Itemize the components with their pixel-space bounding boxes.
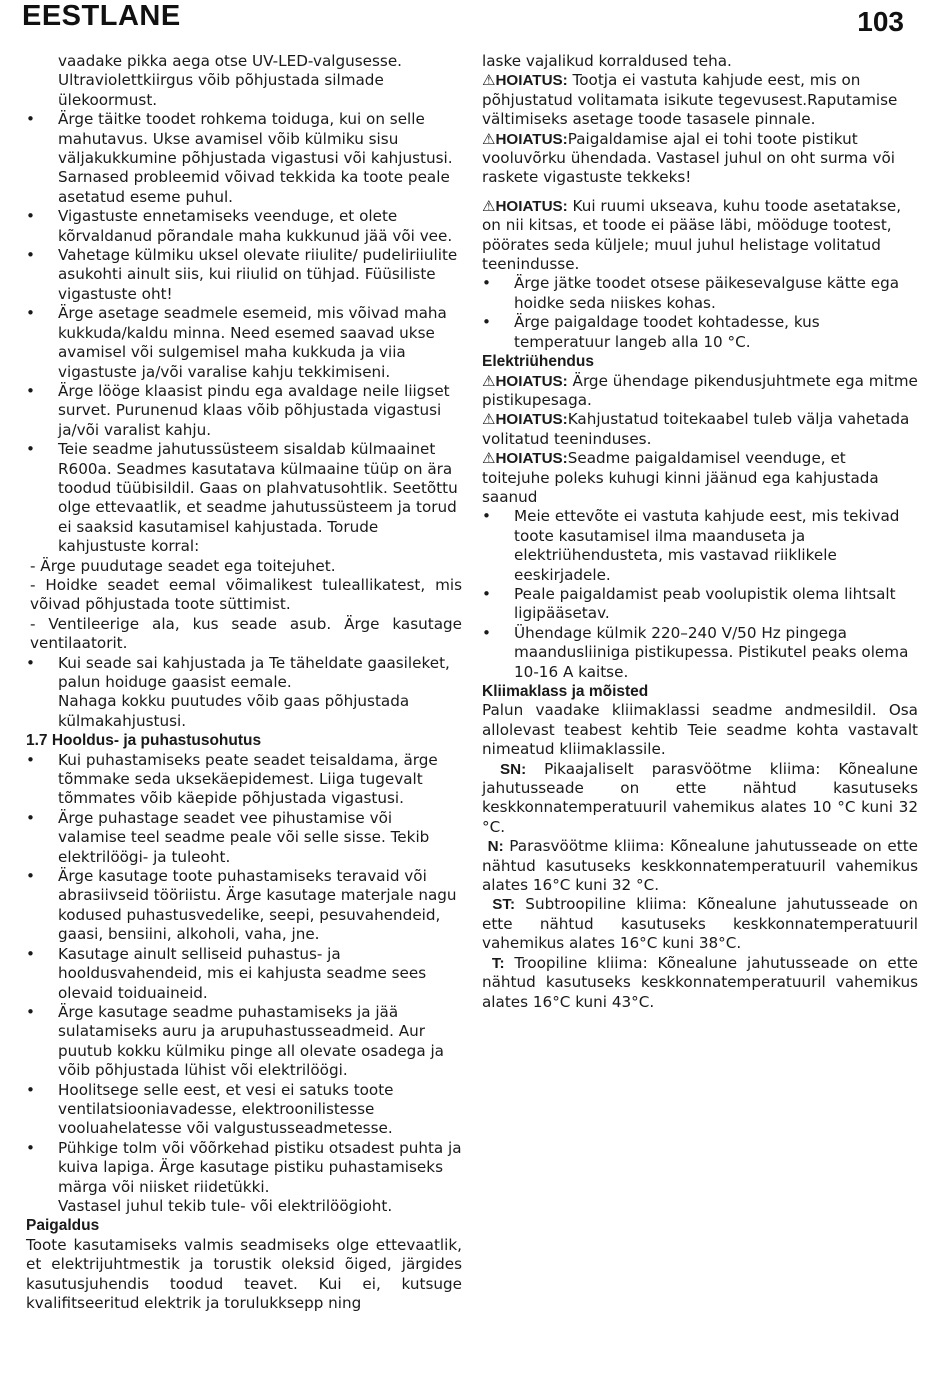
list-item [26, 246, 462, 304]
warning-label: HOIATUS: [495, 72, 568, 90]
right-column [482, 52, 918, 1012]
list-item [482, 624, 918, 682]
bullet-icon: • [26, 1002, 35, 1021]
bullet-icon: • [482, 507, 491, 526]
warning-paragraph [482, 130, 918, 188]
bullet-icon: • [26, 750, 35, 769]
bullet-icon: • [26, 1080, 35, 1099]
electrical-heading: Elektriühendus [482, 353, 594, 371]
list-item [26, 1003, 462, 1081]
dash-item: - Ventileerige ala, kus seade asub. Ärge kasutage ventilaatorit. [30, 614, 462, 653]
list-item-text: Meie ettevõte ei vastuta kahjude eest, mis tekivad toote kasutamisel ilma maanduseta ja elektriühendusteta, mis vastavad riiklikele eeskirjadele. [514, 507, 900, 584]
climate-code: SN: [499, 760, 527, 778]
climate-code: ST: [492, 896, 516, 914]
bullet-icon: • [26, 944, 35, 963]
list-item [26, 304, 462, 382]
climate-class [482, 837, 918, 895]
bullet-icon: • [26, 381, 35, 400]
climate-text: Troopiline kliima: Kõnealune jahutusseade on ette nähtud kasutuseks keskkonnatemperatuuril vahemikus alates 16°C kuni 43°C. [482, 953, 918, 1011]
list-item-text: Vahetage külmiku uksel olevate riiulite/ pudeliriiulite asukohti ainult siis, kui riiulid on tühjad. Füüsiliste vigastuste oht! [58, 246, 458, 303]
warning-text: Paigaldamise ajal ei tohi toote pistikut vooluvõrku ühendada. Vastasel juhul on oht surma või raskete vigastuste tekkeks! [482, 129, 896, 187]
list-item [26, 945, 462, 1003]
bullet-icon: • [26, 246, 35, 265]
warning-triangle-icon: ⚠ [482, 371, 496, 390]
list-item [482, 507, 918, 585]
warning-triangle-icon: ⚠ [482, 410, 496, 429]
warning-paragraph [482, 372, 918, 411]
list-item-text: Ärge asetage seadmele esemeid, mis võivad maha kukkuda/kaldu minna. Need esemed saavad ukse avamisel või sulgemisel maha kukkuda ja viia vigastuste ja/või varalise kahju tekkimiseni. [58, 304, 447, 381]
language-header: EESTLANE [22, 0, 181, 32]
bullet-icon: • [482, 313, 491, 332]
warning-paragraph [482, 449, 918, 507]
list-item [26, 1081, 462, 1139]
bullet-icon: • [482, 274, 491, 293]
warning-text: Kui ruumi ukseava, kuhu toode asetatakse, on nii kitsas, et toode ei pääse läbi, mööduge tootest, pöörates seda küljele; muul juhul helistage volitatud teenindusse. [482, 196, 902, 274]
warning-triangle-icon: ⚠ [482, 196, 496, 215]
list-item-text: Ärge täitke toodet rohkema toiduga, kui on selle mahutavus. Ukse avamisel võib külmiku sisu väljakukkumine põhjustada vigastusi või kahjustusi. Sarnased probleemid võivad tekkida ka toote peale asetatud eseme puhul. [58, 110, 453, 206]
list-item-text: Ühendage külmik 220–240 V/50 Hz pingega maandusliiniga pistikupessa. Pistikutel peaks olema 10-16 A kaitse. [514, 623, 909, 681]
list-item [26, 867, 462, 945]
climate-code: T: [491, 954, 505, 972]
list-item [26, 751, 462, 809]
list-item-text: Hoolitsege selle eest, et vesi ei satuks toote ventilatsiooniavadesse, elektroonilistesse vooluahelatesse või valgustusseadmetesse. [58, 1080, 394, 1138]
installation-text: Toote kasutamiseks valmis seadmiseks olge ettevaatlik, et elektrijuhtmestik ja torustik oleksid õiged, järgides kasutusjuhendis toodud teavet. Kui ei, kutsuge kvalifitseeritud elektrik ja torulukksepp ning [26, 1235, 462, 1312]
list-item [26, 110, 462, 207]
bullet-icon: • [26, 304, 35, 323]
climate-class [482, 895, 918, 953]
list-item-text: Peale paigaldamist peab voolupistik olema lihtsalt ligipääsetav. [514, 584, 896, 623]
warning-triangle-icon: ⚠ [482, 71, 496, 90]
dash-item: - Ärge puudutage seadet ega toitejuhet. [30, 556, 336, 575]
list-item [26, 382, 462, 440]
list-item-text: Kui seade sai kahjustada ja Te täheldate gaasileket, palun hoiduge gaasist eemale. [58, 653, 450, 691]
list-item-text: Ärge jätke toodet otsese päikesevalguse kätte ega hoidke seda niiskes kohas. [514, 274, 900, 312]
list-item-text: Kui puhastamiseks peate seadet teisaldama, ärge tõmmake seda uksekäepidemest. Liiga tugevalt tõmmates võib käepide põhjustada vigastusi. [58, 750, 438, 808]
climate-intro: Palun vaadake kliimaklassi seadme andmesildil. Osa allolevast teabest kehtib Teie seadme kohta vastavalt nimeatud kliimaklassile. [482, 701, 918, 759]
bullet-icon: • [26, 110, 35, 129]
list-item-text: Ärge kasutage toote puhastamiseks teravaid või abrasiivseid tööriistu. Ärge kasutage materjale nagu kodused puhastusvedelike, seepi, pesuvahendeid, gaasi, bensiini, alkoholi, vaha, jne. [58, 867, 457, 944]
left-column [26, 52, 462, 1313]
warning-text: Ärge ühendage pikendusjuhtmete ega mitme pistikupesaga. [482, 371, 918, 409]
climate-code: N: [487, 838, 504, 856]
list-item [26, 207, 462, 246]
list-item [26, 654, 462, 693]
warning-text: Tootja ei vastuta kahjude eest, mis on põhjustatud volitamata isikute tegevusest.Raputamise vältimiseks asetage toode tasasele pinnale. [482, 71, 898, 129]
continuation-text: Nahaga kokku puutudes võib gaas põhjustada külmakahjustusi. [58, 692, 410, 730]
list-item-text: Kasutage ainult selliseid puhastus- ja hooldusvahendeid, mis ei kahjusta seadme sees olevaid toiduaineid. [58, 944, 427, 1002]
warning-label: HOIATUS: [495, 372, 568, 390]
warning-paragraph [482, 71, 918, 129]
bullet-icon: • [482, 623, 491, 642]
climate-text: Subtroopiline kliima: Kõnealune jahutusseade on ette nähtud kasutuseks keskkonnatemperatuuril vahemikus alates 16°C kuni 38°C. [482, 895, 918, 953]
bullet-icon: • [26, 1138, 35, 1157]
warning-label: HOIATUS: [495, 411, 568, 429]
bullet-icon: • [26, 653, 35, 672]
bullet-icon: • [26, 867, 35, 886]
warning-text: Seadme paigaldamisel veenduge, et toitejuhe poleks kuhugi kinni jäänud ega kahjustada saanud [482, 449, 879, 506]
intro-text: vaadake pikka aega otse UV-LED-valgusesse. Ultraviolettkiirgus võib põhjustada silmade ülekoormust. [58, 52, 403, 109]
page-number: 103 [857, 6, 904, 37]
climate-text: Pikaajaliselt parasvöötme kliima: Kõnealune jahutusseade on ette nähtud kasutuseks keskkonnatemperatuuril vahemikus alates 10 °C kuni 32 °C. [482, 759, 918, 836]
warning-triangle-icon: ⚠ [482, 449, 496, 468]
continuation-text: laske vajalikud korraldused teha. [482, 52, 732, 70]
installation-heading: Paigaldus [26, 1217, 100, 1235]
climate-class [482, 760, 918, 838]
list-item [26, 1139, 462, 1197]
list-item-text: Pühkige tolm või võõrkehad pistiku otsadest puhta ja kuiva lapiga. Ärge kasutage pistiku puhastamiseks märga või niisket riidetükki. [58, 1138, 462, 1196]
list-item-text: Ärge puhastage seadet vee pihustamise või valamise teel seadme peale või selle sisse. Tekib elektrilöögi- ja tuleoht. [58, 808, 430, 866]
bullet-icon: • [26, 207, 35, 226]
climate-class [482, 954, 918, 1012]
climate-text: Parasvöötme kliima: Kõnealune jahutusseade on ette nähtud kasutuseks keskkonnatemperatuuril vahemikus alates 16°C kuni 32 °C. [482, 837, 919, 895]
warning-label: HOIATUS: [495, 197, 568, 215]
list-item-text: Ärge paigaldage toodet kohtadesse, kus temperatuur langeb alla 10 °C. [514, 313, 820, 351]
list-item-text: Vigastuste ennetamiseks veenduge, et olete kõrvaldanud põrandale maha kukkunud jää või vee. [58, 207, 453, 245]
list-item [482, 313, 918, 352]
bullet-icon: • [26, 808, 35, 827]
section-heading: 1.7 Hooldus- ja puhastusohutus [26, 732, 262, 750]
climate-heading: Kliimaklass ja mõisted [482, 683, 649, 700]
list-item-text: Ärge kasutage seadme puhastamiseks ja jää sulatamiseks auru ja arupuhastusseadmeid. Aur puutub kokku külmiku pinge all olevate osadega ja võib põhjustada lühist või elektrilöögi. [58, 1002, 444, 1080]
continuation-text: Vastasel juhul tekib tule- või elektrilöögioht. [58, 1196, 393, 1215]
bullet-icon: • [26, 440, 35, 459]
list-item [26, 809, 462, 867]
dash-item: - Hoidke seadet eemal võimalikest tuleallikatest, mis võivad põhjustada toote süttimist. [30, 575, 462, 614]
list-item [482, 585, 918, 624]
list-item [26, 440, 462, 556]
warning-text: Kahjustatud toitekaabel tuleb välja vahetada volitatud teeninduses. [482, 410, 910, 448]
warning-paragraph [482, 197, 918, 275]
warning-paragraph [482, 410, 918, 449]
list-item [482, 274, 918, 313]
warning-label: HOIATUS: [495, 450, 568, 468]
list-item-text: Ärge lööge klaasist pindu ega avaldage neile liigset survet. Purunenud klaas võib põhjustada vigastusi ja/või varalist kahju. [58, 381, 450, 439]
warning-label: HOIATUS: [495, 130, 568, 148]
list-item-text: Teie seadme jahutussüsteem sisaldab külmaainet R600a. Seadmes kasutatava külmaaine tüüp on ära toodud tüübisildil. Gaas on plahvatusohtlik. Seetõttu olge ettevaatlik, et seadme jahutussüsteem ja torud ei saaksid kasutamisel kahjustada. Torude kahjustuste korral: [58, 440, 458, 556]
warning-triangle-icon: ⚠ [482, 129, 496, 148]
bullet-icon: • [482, 584, 491, 603]
